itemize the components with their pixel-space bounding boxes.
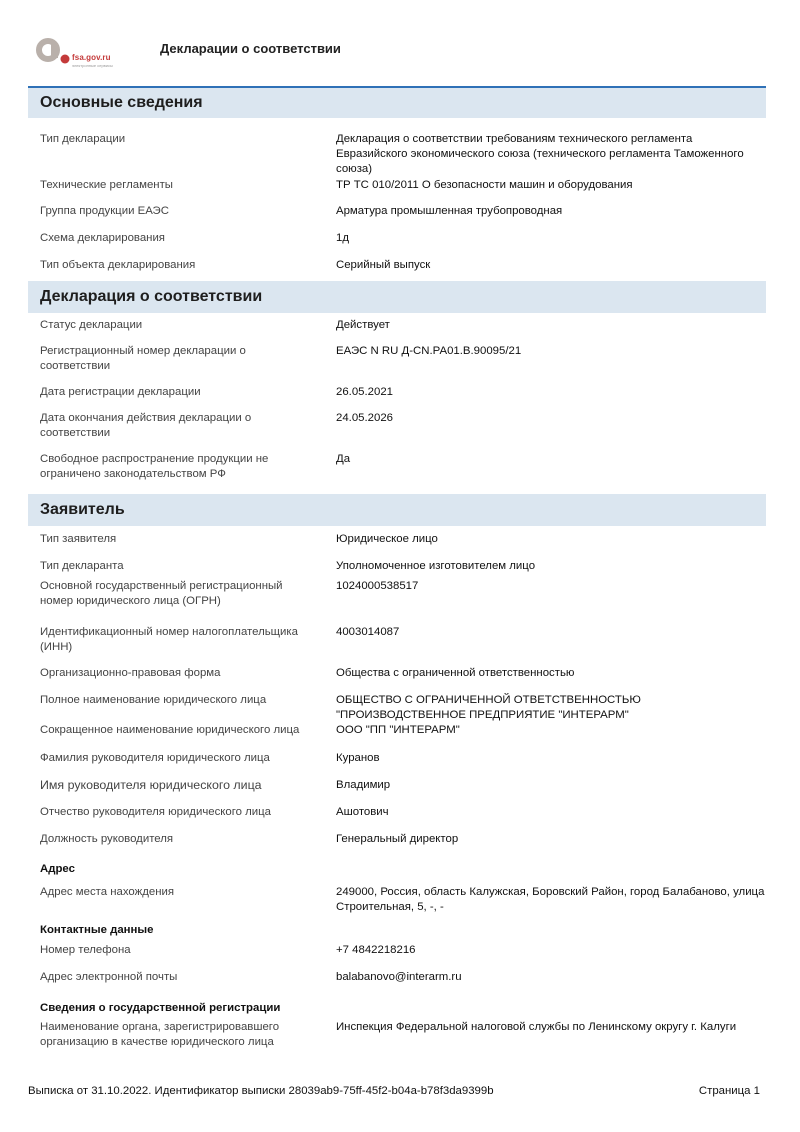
field-value: Декларация о соответствии требованиям технического регламента Евразийского экономического союза (технического регламента Таможенного союза)	[336, 133, 744, 175]
section-applicant: Заявитель	[28, 494, 766, 526]
field-row	[28, 885, 766, 924]
document-body	[28, 86, 766, 1056]
field-row	[28, 805, 766, 832]
field-row	[28, 132, 766, 178]
field-value: ООО "ПП "ИНТЕРАРМ"	[336, 724, 460, 736]
section-main-info: Основные сведения	[28, 86, 766, 118]
field-row	[28, 723, 766, 751]
field-row	[28, 532, 766, 559]
page-number: Страница 1	[698, 1085, 760, 1097]
field-row	[28, 943, 766, 970]
phone-value: +7 4842218216	[336, 944, 416, 956]
field-row	[28, 411, 766, 452]
field-label: Тип декларации	[40, 133, 126, 145]
field-value: 249000, Россия, область Калужская, Боровский Район, город Балабаново, улица Строительная, 5, -, -	[336, 886, 765, 913]
field-value: 24.05.2026	[336, 412, 394, 424]
field-value: 1д	[336, 232, 349, 244]
registration-heading: Сведения о государственной регистрации	[40, 1002, 281, 1014]
field-label: Группа продукции ЕАЭС	[40, 205, 169, 217]
field-row	[28, 970, 766, 1002]
field-label: Технические регламенты	[40, 179, 173, 191]
field-value: Арматура промышленная трубопроводная	[336, 205, 563, 217]
address-heading: Адрес	[40, 863, 75, 875]
field-label: Статус декларации	[40, 319, 143, 331]
field-label: Свободное распространение продукции не ограничено законодательством РФ	[40, 453, 269, 480]
field-value: Действует	[336, 319, 390, 331]
field-label: Адрес места нахождения	[40, 886, 175, 898]
field-row	[28, 1020, 766, 1056]
field-label: Имя руководителя юридического лица	[40, 778, 262, 792]
field-value: 26.05.2021	[336, 386, 394, 398]
field-row	[28, 832, 766, 863]
field-row	[28, 318, 766, 344]
field-label: Дата регистрации декларации	[40, 386, 201, 398]
field-label: Тип декларанта	[40, 560, 124, 572]
document-title: Декларации о соответствии	[160, 41, 341, 56]
field-row	[28, 693, 766, 723]
field-row	[28, 178, 766, 204]
field-row	[28, 258, 766, 281]
field-value: Юридическое лицо	[336, 533, 438, 545]
extract-info: Выписка от 31.10.2022. Идентификатор выписки 28039ab9-75ff-45f2-b04a-b78f3da9399b	[28, 1085, 494, 1097]
page-footer	[28, 1085, 760, 1097]
field-value: Куранов	[336, 752, 380, 764]
field-value: Ашотович	[336, 806, 389, 818]
field-value: 4003014087	[336, 626, 400, 638]
field-label: Наименование органа, зарегистрировавшего организацию в качестве юридического лица	[40, 1021, 280, 1048]
field-row	[28, 751, 766, 778]
field-row	[28, 344, 766, 385]
field-value: Уполномоченное изготовителем лицо	[336, 560, 536, 572]
field-value: ОБЩЕСТВО С ОГРАНИЧЕННОЙ ОТВЕТСТВЕННОСТЬЮ "ПРОИЗВОДСТВЕННОЕ ПРЕДПРИЯТИЕ "ИНТЕРАРМ"	[336, 694, 641, 721]
fsa-logo-icon	[36, 36, 72, 64]
field-label: Идентификационный номер налогоплательщика (ИНН)	[40, 626, 298, 653]
field-value: Серийный выпуск	[336, 259, 431, 271]
field-label: Основной государственный регистрационный номер юридического лица (ОГРН)	[40, 580, 283, 607]
field-row	[28, 666, 766, 693]
field-label: Отчество руководителя юридического лица	[40, 806, 272, 818]
contacts-heading: Контактные данные	[40, 924, 154, 936]
fsa-logo	[36, 36, 146, 72]
page-header	[36, 36, 776, 72]
field-label: Должность руководителя	[40, 833, 174, 845]
field-row	[28, 559, 766, 578]
field-row	[28, 778, 766, 805]
field-row	[28, 452, 766, 492]
field-row	[28, 204, 766, 231]
field-label: Номер телефона	[40, 944, 131, 956]
logo-subtext: электронные сервисы	[72, 63, 113, 68]
field-label: Организационно-правовая форма	[40, 667, 221, 679]
field-label: Тип заявителя	[40, 533, 117, 545]
field-row	[28, 625, 766, 666]
field-label: Сокращенное наименование юридического лица	[40, 724, 300, 736]
field-label: Регистрационный номер декларации о соответствии	[40, 345, 246, 372]
field-value: Да	[336, 453, 351, 465]
email-value: balabanovo@interarm.ru	[336, 971, 462, 983]
field-value: Инспекция Федеральной налоговой службы по Ленинскому округу г. Калуги	[336, 1021, 737, 1033]
field-value: ЕАЭС N RU Д-CN.РА01.В.90095/21	[336, 345, 522, 357]
logo-text: fsa.gov.ru	[72, 53, 111, 62]
field-value: 1024000538517	[336, 580, 419, 592]
field-label: Дата окончания действия декларации о соответствии	[40, 412, 252, 439]
field-value: Общества с ограниченной ответственностью	[336, 667, 575, 679]
field-value: ТР ТС 010/2011 О безопасности машин и оборудования	[336, 179, 633, 191]
field-row	[28, 231, 766, 258]
field-value: Генеральный директор	[336, 833, 459, 845]
field-value: Владимир	[336, 779, 391, 791]
field-row	[28, 579, 766, 625]
field-label: Адрес электронной почты	[40, 971, 178, 983]
field-label: Тип объекта декларирования	[40, 259, 196, 271]
section-declaration: Декларация о соответствии	[28, 281, 766, 313]
field-label: Фамилия руководителя юридического лица	[40, 752, 270, 764]
field-label: Полное наименование юридического лица	[40, 694, 267, 706]
field-label: Схема декларирования	[40, 232, 165, 244]
field-row	[28, 385, 766, 411]
